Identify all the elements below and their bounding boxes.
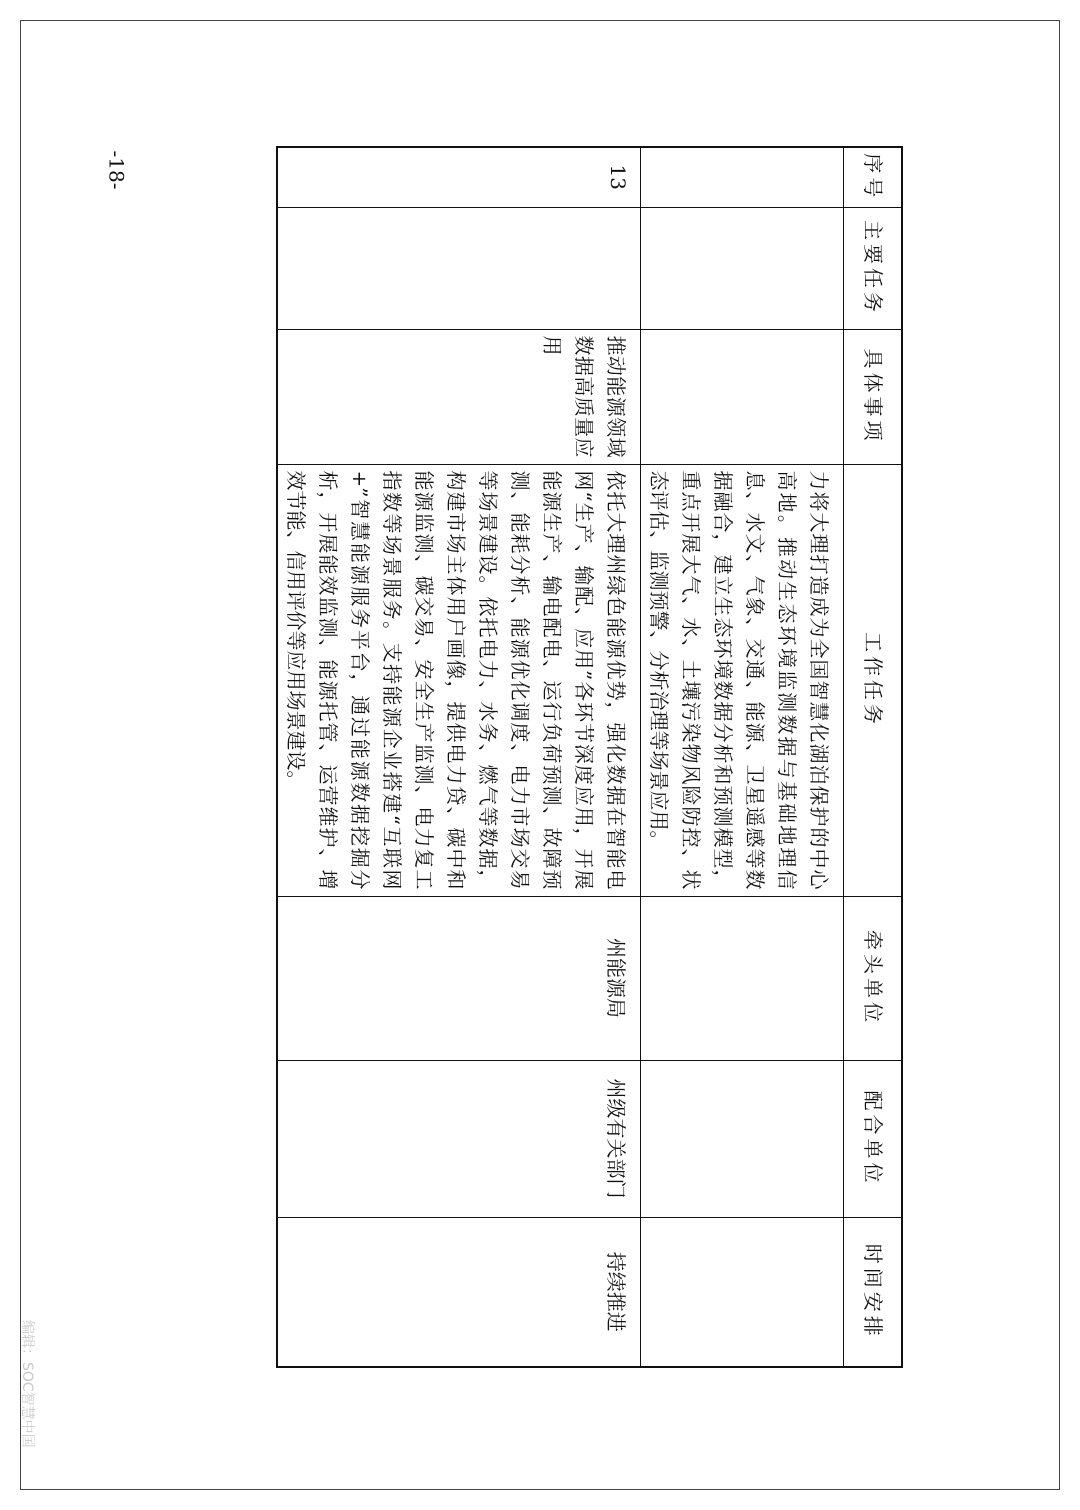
cell-coop [641,1060,844,1217]
table-row [641,147,844,1367]
cell-seq: 13 [278,147,642,207]
page-number: -18- [104,150,128,190]
cell-work: 依托大理州绿色能源优势，强化数据在智能电网“生产、输配、应用”各环节深度应用，开展能源生产、输电配电、运行负荷预测、故障预测、能耗分析、能源优化调度、电力市场交易等场景建设。依托电力、水务、燃气等数据，构建市场主体用户画像，提供电力贷、碳中和能源监测、碳交易、安全生产监测、电力复工指数等场景服务。支持能源企业搭建“互联网+”智慧能源服务平台，通过能源数据挖掘分析，开展能效监测、能源托管、运营维护、增效节能、信用评价等应用场景建设。 [284,470,629,890]
header-time: 时间安排 [844,1217,902,1367]
cell-time [641,1217,844,1367]
table-header-row [844,147,902,1367]
cell-item: 推动能源领域数据高质量应用 [540,335,629,458]
task-table [277,146,904,1368]
cell-item [641,329,844,464]
header-lead: 牵头单位 [844,896,902,1060]
header-seq: 序号 [844,147,902,207]
task-table-container [284,146,903,1366]
cell-work: 力将大理打造成为全国智慧化湖泊保护的中心高地。推动生态环境监测数据与基础地理信息、水文、气象、交通、能源、卫星遥感等数据融合，建立生态环境数据分析和预测模型，重点开展大气、水、土壤污染物风险防控、状态评估、监测预警、分析治理等场景应用。 [647,470,832,890]
header-coop: 配合单位 [844,1060,902,1217]
watermark: 编辑：SOC智慧中国 [19,1320,35,1448]
cell-lead [641,896,844,1060]
header-item: 具体事项 [844,329,902,464]
cell-seq [641,147,844,207]
cell-lead: 州能源局 [604,938,629,1018]
cell-coop: 州级有关部门 [604,1078,629,1199]
cell-time: 持续推进 [604,1251,629,1332]
table-row [278,147,642,1367]
cell-main-task [641,207,844,329]
header-main-task: 主要任务 [844,207,902,329]
header-work: 工作任务 [844,464,902,896]
cell-main-task [278,207,642,329]
